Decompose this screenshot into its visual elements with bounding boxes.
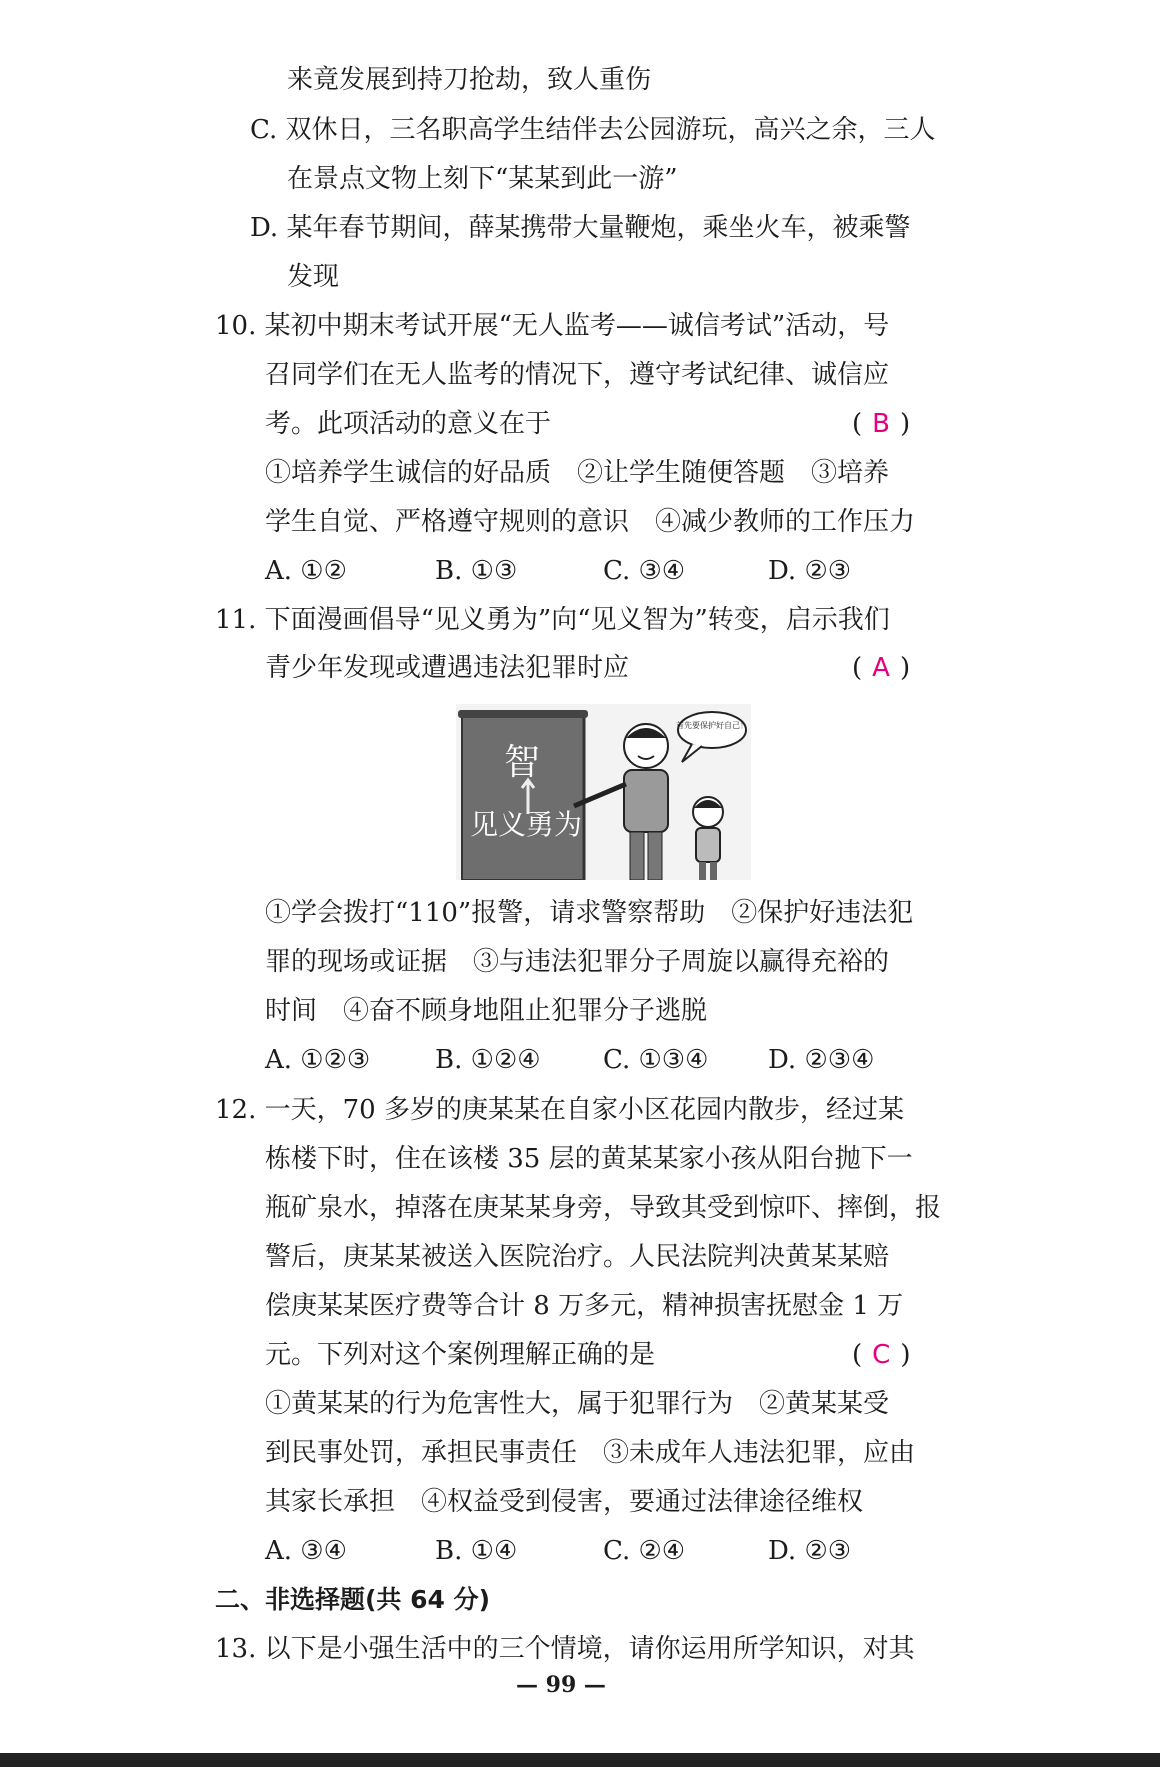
paren-open: (	[852, 1340, 863, 1370]
speech-bubble-text: 首先要保护好自己！	[676, 721, 748, 730]
q12-stem-line-1: 12. 一天，70 多岁的庚某某在自家小区花园内散步，经过某	[215, 1095, 904, 1125]
q12-stem-line-2: 栋楼下时，住在该楼 35 层的黄某某家小孩从阳台抛下一	[265, 1144, 913, 1174]
q10-option-b: B. ①③	[435, 556, 518, 586]
q12-choices-line-1: ①黄某某的行为危害性大，属于犯罪行为 ②黄某某受	[265, 1389, 890, 1419]
q12-stem-line-4: 警后，庚某某被送入医院治疗。人民法院判决黄某某赔	[265, 1242, 890, 1272]
q10-choices-line-1: ①培养学生诚信的好品质 ②让学生随便答题 ③培养	[265, 458, 890, 488]
q11-option-d: D. ②③④	[768, 1045, 875, 1075]
q11-choices-line-1: ①学会拨打“110”报警，请求警察帮助 ②保护好违法犯	[265, 898, 914, 928]
page-number: — 99 —	[516, 1672, 606, 1698]
q12-stem-line-5: 偿庚某某医疗费等合计 8 万多元，精神损害抚慰金 1 万	[265, 1291, 904, 1321]
q12-answer: C	[872, 1340, 891, 1370]
bottom-edge-bar	[0, 1753, 1160, 1767]
q12-choices-line-2: 到民事处罚，承担民事责任 ③未成年人违法犯罪，应由	[265, 1438, 916, 1468]
section-heading-non-choice: 二、非选择题(共 64 分)	[215, 1585, 491, 1614]
paren-close: )	[899, 653, 911, 683]
q10-choices-line-2: 学生自觉、严格遵守规则的意识 ④减少教师的工作压力	[265, 507, 916, 537]
line-q9-option-c: C. 双休日，三名职高学生结伴去公园游玩，高兴之余，三人	[250, 115, 936, 145]
q10-answer: B	[872, 409, 890, 439]
q11-choices-line-3: 时间 ④奋不顾身地阻止犯罪分子逃脱	[265, 996, 708, 1026]
line-q9-continued: 来竟发展到持刀抢劫，致人重伤	[287, 65, 652, 95]
q12-stem-line-3: 瓶矿泉水，掉落在庚某某身旁，导致其受到惊吓、摔倒，报	[265, 1193, 942, 1223]
paren-close: )	[900, 1340, 911, 1370]
line-q9-option-d-cont: 发现	[287, 262, 340, 292]
paren-close: )	[900, 409, 911, 439]
q11-answer-slot	[852, 651, 910, 685]
q10-stem-line-3: 考。此项活动的意义在于	[265, 409, 552, 439]
q11-choices-line-2: 罪的现场或证据 ③与违法犯罪分子周旋以赢得充裕的	[265, 947, 890, 977]
q11-answer: A	[872, 653, 890, 683]
q12-choices-line-3: 其家长承担 ④权益受到侵害，要通过法律途径维权	[265, 1487, 864, 1517]
q11-stem-line-2: 青少年发现或遭遇违法犯罪时应	[265, 653, 630, 683]
q11-option-c: C. ①③④	[603, 1045, 709, 1075]
q10-stem-line-1: 10. 某初中期末考试开展“无人监考——诚信考试”活动，号	[215, 311, 890, 341]
paren-open: (	[852, 409, 863, 439]
q10-option-d: D. ②③	[768, 556, 852, 586]
q13-stem-line-1: 13. 以下是小强生活中的三个情境，请你运用所学知识，对其	[215, 1634, 915, 1664]
q12-answer-slot	[852, 1338, 910, 1372]
board-main-text: 见义勇为	[470, 808, 583, 841]
q12-stem-line-6: 元。下列对这个案例理解正确的是	[265, 1340, 656, 1370]
q10-option-a: A. ①②	[265, 556, 347, 586]
board-top-text: 智	[503, 742, 541, 783]
q11-option-b: B. ①②④	[435, 1045, 541, 1075]
line-q9-option-d: D. 某年春节期间，薛某携带大量鞭炮，乘坐火车，被乘警	[250, 213, 911, 243]
q10-answer-slot	[852, 407, 910, 441]
q11-option-a: A. ①②③	[265, 1045, 371, 1075]
paren-open: (	[852, 653, 863, 683]
line-q9-option-c-cont: 在景点文物上刻下“某某到此一游”	[287, 164, 678, 194]
q12-option-d: D. ②③	[768, 1536, 852, 1566]
q10-stem-line-2: 召同学们在无人监考的情况下，遵守考试纪律、诚信应	[265, 360, 890, 390]
q10-option-c: C. ③④	[603, 556, 686, 586]
cartoon-illustration	[456, 704, 751, 880]
q12-option-a: A. ③④	[265, 1536, 347, 1566]
q12-option-b: B. ①④	[435, 1536, 518, 1566]
q12-option-c: C. ②④	[603, 1536, 686, 1566]
q11-stem-line-1: 11. 下面漫画倡导“见义勇为”向“见义智为”转变，启示我们	[215, 605, 890, 635]
